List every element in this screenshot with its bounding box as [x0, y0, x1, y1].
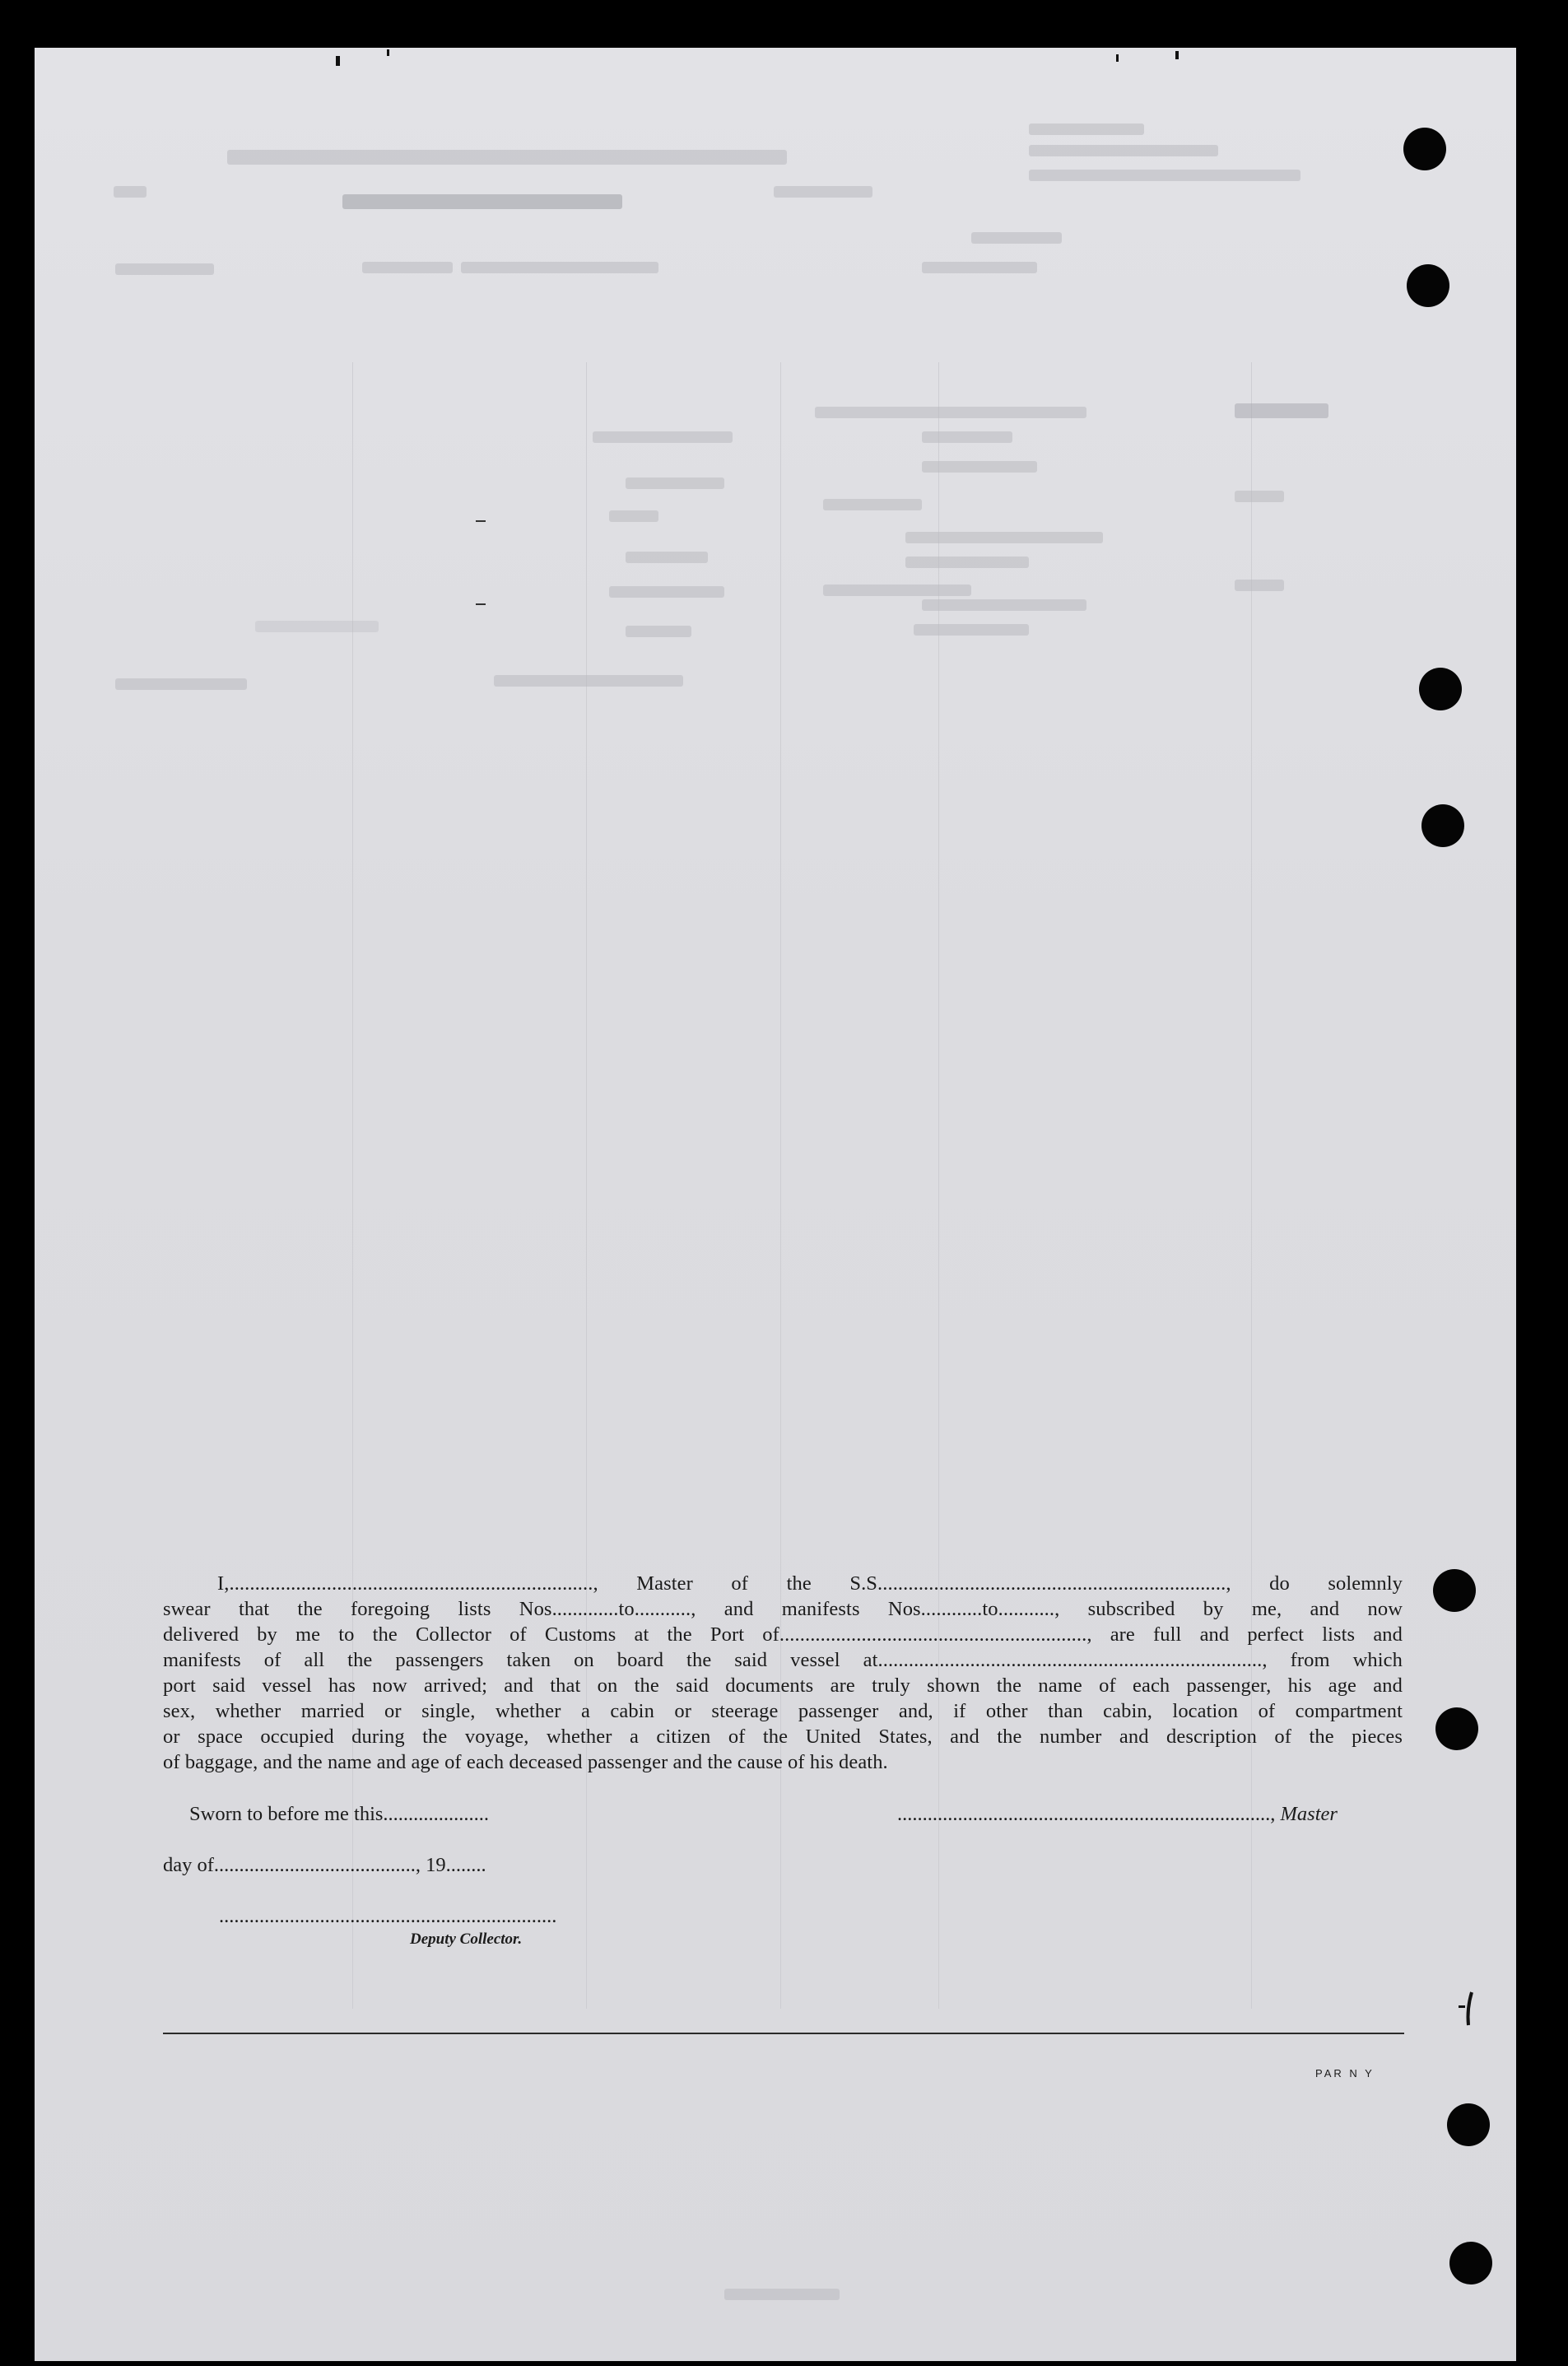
master-signature-line	[897, 1803, 1338, 1826]
day-of-line: day of........................................, 19........	[163, 1854, 486, 1876]
oath-line: manifests of all the passengers taken on board the said vessel at..........................................................................., from which	[163, 1649, 1403, 1671]
punch-hole	[1403, 128, 1446, 170]
oath-line: I,......................................................................., Master of the S.S...................................................................., do solemnly	[217, 1572, 1403, 1595]
oath-line: delivered by me to the Collector of Customs at the Port of............................................................, are full and perfect lists and	[163, 1623, 1403, 1646]
deputy-collector-signature-line: ...................................................................	[219, 1905, 557, 1927]
sworn-line: Sworn to before me this.....................	[189, 1803, 490, 1825]
printer-mark: PAR N Y	[1315, 2067, 1375, 2080]
dash-mark	[476, 603, 486, 605]
document-page	[35, 48, 1516, 2361]
footer-rule	[163, 2033, 1404, 2034]
deputy-collector-label: Deputy Collector.	[410, 1931, 523, 1948]
dash-mark	[476, 520, 486, 522]
oath-line: sex, whether married or single, whether a cabin or steerage passenger and, if other than cabin, location of compartment	[163, 1700, 1403, 1722]
master-label: Master	[1280, 1803, 1338, 1825]
punch-hole	[1449, 2242, 1492, 2284]
master-signature-dots: ..........................................................................,	[897, 1803, 1276, 1825]
punch-hole	[1407, 264, 1449, 307]
punch-hole	[1435, 1707, 1478, 1750]
oath-line: swear that the foregoing lists Nos.............to..........., and manifests Nos............to..........., subscribed by me, and now	[163, 1598, 1403, 1620]
oath-line: port said vessel has now arrived; and that on the said documents are truly shown the name of each passenger, his age and	[163, 1674, 1403, 1697]
punch-hole	[1433, 1569, 1476, 1612]
master-oath-paragraph	[163, 1571, 1403, 1775]
punch-hole	[1421, 804, 1464, 847]
punch-hole	[1447, 2103, 1490, 2146]
oath-line: or space occupied during the voyage, whether a citizen of the United States, and the number and description of the pieces	[163, 1726, 1403, 1748]
punch-hole	[1419, 668, 1462, 710]
oath-line: of baggage, and the name and age of each deceased passenger and the cause of his death.	[163, 1751, 888, 1773]
